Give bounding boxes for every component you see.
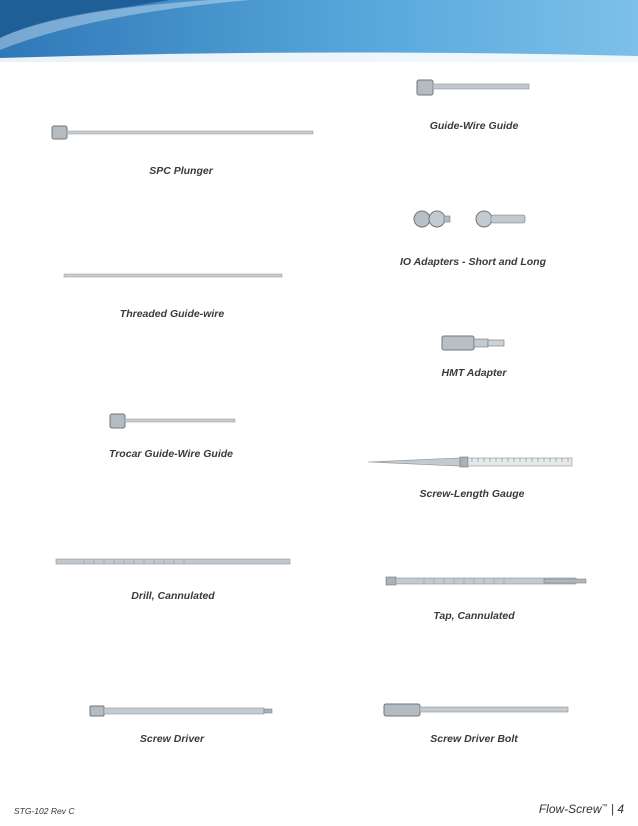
screw-driver-bolt-image	[382, 702, 572, 718]
page-number: 4	[617, 802, 624, 816]
caption-guide-wire-guide: Guide-Wire Guide	[429, 120, 519, 132]
caption-screw-driver: Screw Driver	[139, 733, 205, 745]
guide-wire-guide-image	[415, 78, 535, 98]
trademark-symbol: ™	[601, 804, 608, 810]
caption-drill-cannulated: Drill, Cannulated	[131, 590, 215, 602]
document-code: STG-102 Rev C	[14, 806, 75, 816]
caption-screw-driver-bolt: Screw Driver Bolt	[430, 733, 518, 745]
screw-length-gauge-image	[366, 454, 576, 470]
spc-plunger-image	[50, 124, 316, 142]
io-adapters-image	[410, 208, 530, 232]
screw-driver-image	[88, 704, 274, 718]
caption-threaded-guide-wire: Threaded Guide-wire	[119, 308, 225, 320]
caption-trocar-guide-wire-guide: Trocar Guide-Wire Guide	[109, 448, 233, 460]
caption-screw-length-gauge: Screw-Length Gauge	[419, 488, 525, 500]
page-footer-brand	[539, 802, 624, 816]
brand-name: Flow-Screw	[538, 802, 602, 816]
trocar-guide-wire-guide-image	[108, 412, 240, 430]
caption-spc-plunger: SPC Plunger	[149, 165, 213, 177]
header-banner	[0, 0, 638, 62]
caption-hmt-adapter: HMT Adapter	[441, 367, 507, 379]
drill-cannulated-image	[54, 556, 294, 568]
caption-io-adapters: IO Adapters - Short and Long	[399, 256, 547, 268]
footer-separator: |	[610, 802, 614, 816]
tap-cannulated-image	[384, 574, 590, 588]
threaded-guide-wire-image	[62, 270, 284, 280]
hmt-adapter-image	[440, 334, 508, 352]
caption-tap-cannulated: Tap, Cannulated	[433, 610, 515, 622]
